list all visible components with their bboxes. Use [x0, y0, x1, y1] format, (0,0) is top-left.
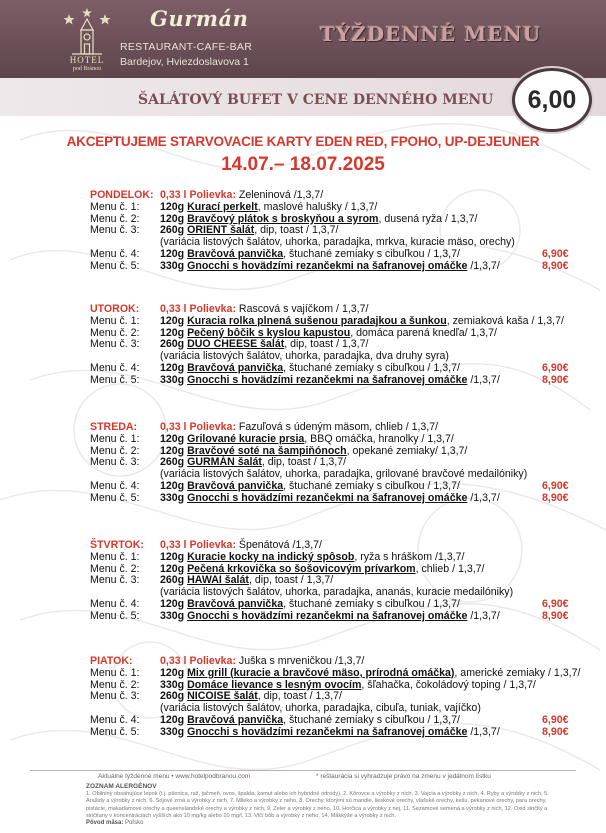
dish-name: Domáce lievance s lesným ovocím — [187, 678, 362, 691]
day-name: STREDA: — [90, 421, 138, 433]
dish-detail: , dip, toast / 1,3,7/ — [254, 224, 339, 237]
portion-size: 260g — [160, 574, 185, 587]
menu-number: Menu č. 4: — [90, 479, 140, 492]
dish-price: 6,90€ — [542, 479, 569, 492]
dish-name: Bravčový plátok s broskyňou a syrom — [187, 212, 379, 225]
menu-number: Menu č. 2: — [90, 562, 140, 575]
dish-detail: /1,3,7/ — [467, 609, 500, 622]
menu-number: Menu č. 5: — [90, 725, 140, 738]
dish-price: 8,90€ — [542, 725, 569, 738]
portion-size: 260g — [160, 690, 185, 703]
dish-name: Gnocchi s hovädzími rezančekmi na šafranovej omáčke — [187, 491, 468, 504]
meat-origin-label: Pôvod mäsa: — [86, 820, 124, 826]
menu-number: Menu č. 1: — [90, 666, 140, 679]
menu-number: Menu č. 4: — [90, 361, 140, 374]
menu-item-text — [160, 611, 500, 623]
menu-number: Menu č. 1: — [90, 314, 140, 327]
dish-name: Kuracie kocky na indický spôsob — [187, 550, 355, 563]
allergens-heading: ZOZNAM ALERGÉNOV — [86, 783, 157, 790]
portion-size: 330g — [160, 259, 185, 272]
dish-name: GURMÁN šalát — [187, 456, 262, 469]
dish-detail: , dusená ryža / 1,3,7/ — [378, 212, 478, 225]
dish-detail: , zemiaková kaša / 1,3,7/ — [446, 314, 564, 327]
dish-price: 6,90€ — [542, 247, 569, 260]
menu-number: Menu č. 4: — [90, 247, 140, 260]
menu-number: Menu č. 3: — [90, 338, 140, 351]
menu-item-row — [90, 611, 590, 623]
dish-price: 6,90€ — [542, 361, 569, 374]
portion-size: 330g — [160, 609, 185, 622]
menu-day — [90, 656, 590, 739]
menu-item-row — [90, 727, 590, 739]
dish-detail: /1,3,7/ — [467, 259, 500, 272]
dish-price: 8,90€ — [542, 609, 569, 622]
menu-item-row — [90, 493, 590, 505]
day-name: PONDELOK: — [90, 189, 154, 201]
portion-size: 330g — [160, 491, 185, 504]
menu-number: Menu č. 1: — [90, 200, 140, 213]
dish-detail: , dip, toast / 1,3,7/ — [261, 456, 347, 469]
soup-name: Zeleninová /1,3,7/ — [238, 189, 324, 201]
menu-number: Menu č. 5: — [90, 259, 140, 272]
dish-price: 8,90€ — [542, 491, 569, 504]
dish-name: Bravčová panvička — [187, 713, 284, 726]
dish-name: Pečená krkovička so šošovicovým prívarkom — [187, 562, 416, 575]
menu-number: Menu č. 4: — [90, 713, 140, 726]
restaurant-type: RESTAURANT-CAFE-BAR — [120, 41, 253, 53]
menu-number: Menu č. 4: — [90, 597, 140, 610]
dish-detail: (variácia listových šalátov, uhorka, paradajka, cibuľa, tuniak, vajíčko) — [160, 702, 481, 715]
meal-card-notice: AKCEPTUJEME STARVOVACIE KARTY EDEN RED, FPOHO, UP-DEJEUNER — [66, 134, 540, 149]
soup-name: Rascová s vajíčkom / 1,3,7/ — [238, 303, 369, 315]
dish-detail: , maslové halušky / 1,3,7/ — [257, 200, 378, 213]
dish-detail: , štuchané zemiaky s cibuľkou / 1,3,7/ — [283, 713, 460, 726]
portion-size: 260g — [160, 224, 185, 237]
menu-number: Menu č. 5: — [90, 491, 140, 504]
dish-name: Gnocchi s hovädzími rezančekmi na šafranovej omáčke — [187, 373, 468, 386]
dish-name: DUO CHEESE šalát — [187, 338, 285, 351]
dish-name: Pečený bôčik s kyslou kapustou — [187, 326, 351, 339]
menu-number: Menu č. 2: — [90, 326, 140, 339]
soup-label: 0,33 l Polievka: — [160, 303, 236, 315]
portion-size: 120g — [160, 432, 185, 445]
dish-price: 8,90€ — [542, 373, 569, 386]
meat-origin — [86, 820, 143, 826]
menu-item-text — [160, 261, 500, 273]
menu-number: Menu č. 1: — [90, 550, 140, 563]
dish-name: Grilované kuracie prsia — [187, 432, 305, 445]
portion-size: 120g — [160, 562, 185, 575]
restaurant-brand: Gurmán — [150, 6, 249, 31]
footer-disclaimer: * reštaurácia si vyhradzuje právo na zmenu v jedálnom lístku — [316, 773, 491, 780]
footer-website: Aktuálne týždenné menu • www.hotelpodbranou.com — [98, 773, 251, 780]
dish-name: NICOISE šalát — [187, 690, 258, 703]
dish-name: Gnocchi s hovädzími rezančekmi na šafranovej omáčke — [187, 259, 468, 272]
menu-date-range: 14.07.– 18.07.2025 — [221, 154, 385, 175]
footer-divider — [30, 770, 576, 771]
day-name: PIATOK: — [90, 655, 133, 667]
dish-detail: , štuchané zemiaky s cibuľkou / 1,3,7/ — [283, 361, 460, 374]
menu-number: Menu č. 3: — [90, 690, 140, 703]
dish-name: Bravčová panvička — [187, 361, 284, 374]
dish-detail: , chlieb / 1,3,7/ — [415, 562, 485, 575]
dish-detail: , štuchané zemiaky s cibuľkou / 1,3,7/ — [283, 597, 460, 610]
portion-size: 330g — [160, 678, 185, 691]
menu-number: Menu č. 2: — [90, 444, 140, 457]
soup-name: Špenátová /1,3,7/ — [238, 539, 322, 551]
dish-price: 6,90€ — [542, 597, 569, 610]
portion-size: 120g — [160, 212, 185, 225]
dish-detail: , americké zemiaky / 1,3,7/ — [454, 666, 581, 679]
menu-number: Menu č. 1: — [90, 432, 140, 445]
meat-origin-value: Poľsko — [125, 820, 144, 826]
dish-detail: (variácia listových šalátov, uhorka, paradajka, ananás, kuracie medailóniky) — [160, 586, 514, 599]
soup-name: Fazuľová s údeným mäsom, chlieb / 1,3,7/ — [238, 421, 439, 433]
menu-item-text — [160, 375, 500, 387]
portion-size: 120g — [160, 713, 185, 726]
portion-size: 260g — [160, 338, 185, 351]
dish-detail: , šľahačka, čokoládový toping / 1,3,7/ — [361, 678, 536, 691]
portion-size: 120g — [160, 326, 185, 339]
dish-detail: , dip, toast / 1,3,7/ — [248, 574, 334, 587]
dish-price: 8,90€ — [542, 259, 569, 272]
portion-size: 120g — [160, 314, 185, 327]
portion-size: 260g — [160, 456, 185, 469]
menu-day — [90, 304, 590, 387]
menu-number: Menu č. 2: — [90, 678, 140, 691]
day-name: ŠTVRTOK: — [90, 539, 144, 551]
menu-number: Menu č. 3: — [90, 456, 140, 469]
dish-detail: , dip, toast / 1,3,7/ — [257, 690, 342, 703]
portion-size: 120g — [160, 247, 185, 260]
dish-price: 6,90€ — [542, 713, 569, 726]
menu-item-text — [160, 727, 500, 739]
hotel-word: HOTEL — [69, 55, 105, 65]
menu-day — [90, 190, 590, 273]
dish-detail: , ryža s hráškom /1,3,7/ — [354, 550, 465, 563]
menu-number: Menu č. 2: — [90, 212, 140, 225]
portion-size: 120g — [160, 479, 185, 492]
portion-size: 120g — [160, 444, 185, 457]
footer — [0, 770, 606, 833]
dish-detail: /1,3,7/ — [467, 373, 500, 386]
portion-size: 120g — [160, 361, 185, 374]
menu-item-row — [90, 375, 590, 387]
dish-detail: , domáca parená knedľa/ 1,3,7/ — [350, 326, 497, 339]
soup-name: Juška s mrveničkou /1,3,7/ — [238, 655, 365, 667]
soup-label: 0,33 l Polievka: — [160, 189, 236, 201]
dish-name: ORIENT šalát — [187, 224, 255, 237]
dish-name: HAWAI šalát — [187, 574, 249, 587]
dish-name: Kuracia rolka plnená sušenou paradajkou a šunkou — [187, 314, 447, 327]
soup-label: 0,33 l Polievka: — [160, 655, 236, 667]
portion-size: 120g — [160, 550, 185, 563]
menu-day — [90, 540, 590, 623]
dish-name: Bravčová panvička — [187, 597, 284, 610]
dish-detail: (variácia listových šalátov, uhorka, paradajka, mrkva, kuracie mäso, orechy) — [160, 236, 515, 249]
soup-label: 0,33 l Polievka: — [160, 421, 236, 433]
dish-detail: , BBQ omáčka, hranolky / 1,3,7/ — [304, 432, 454, 445]
dish-detail: /1,3,7/ — [467, 491, 500, 504]
dish-detail: , opekané zemiaky/ 1,3,7/ — [346, 444, 468, 457]
hotel-subtitle: pod Bránou — [72, 66, 102, 72]
menu-number: Menu č. 5: — [90, 609, 140, 622]
menu-price-badge: 6,00 — [512, 68, 592, 132]
dish-detail: /1,3,7/ — [467, 725, 500, 738]
portion-size: 120g — [160, 200, 185, 213]
menu-day — [90, 422, 590, 505]
salad-buffet-heading: ŠALÁTOVÝ BUFET V CENE DENNÉHO MENU — [138, 92, 494, 108]
dish-name: Bravčové soté na šampiňónoch — [187, 444, 347, 457]
portion-size: 120g — [160, 597, 185, 610]
dish-name: Mix grill (kuracie a bravčové mäso, prírodná omáčka) — [187, 666, 455, 679]
portion-size: 120g — [160, 666, 185, 679]
menu-number: Menu č. 3: — [90, 574, 140, 587]
portion-size: 330g — [160, 725, 185, 738]
dish-name: Bravčová panvička — [187, 247, 284, 260]
allergens-list: 1. Obilniny obsahujúce lepok (t.j. pšenica, raž, jačmeň, ovos, špalda, kamut alebo ich hybridné odrody), 2. Kôrovce a výrobky z nich, 3. Vajcia a výrobky z nich, 4. Ryby a výrobky z nich, 5. Arašidy a výrobky z nich, 6. Sójové zrná a výrobky z nich, 7. Mlieko a výrobky z neho, 8. Orechy, ktorými sú mandle, lieskové orechy, vlašské orechy, kešu, pekanové orechy, para orechy, pistácie, makadamové orechy a queenslandské orechy a výrobky z nich, 9. Zeler a výrobky z neho, 10. Horčica a výrobky z nej, 11. Sezamové semená a výrobky z nich, 12. Oxid siričitý a siričitany v koncentráciách vyšších ako 10 mg/kg alebo 10 mg/l, 13. Vlčí bôb a výrobky z neho, 14. Mäkkýše a výrobky z nich. — [86, 791, 549, 820]
restaurant-address: Bardejov, Hviezdoslavova 1 — [120, 56, 249, 68]
portion-size: 330g — [160, 373, 185, 386]
weekly-menu-title: TÝŽDENNÉ MENU — [320, 22, 542, 46]
dish-name: Gnocchi s hovädzími rezančekmi na šafranovej omáčke — [187, 609, 468, 622]
dish-name: Kurací perkelt — [187, 200, 258, 213]
dish-detail: (variácia listových šalátov, uhorka, paradajka, dva druhy syra) — [160, 350, 449, 363]
menu-item-text — [160, 493, 500, 505]
day-name: UTOROK: — [90, 303, 140, 315]
dish-detail: (variácia listových šalátov, uhorka, paradajka, grilované bravčové medailóniky) — [160, 468, 528, 481]
soup-label: 0,33 l Polievka: — [160, 539, 236, 551]
dish-detail: , dip, toast / 1,3,7/ — [284, 338, 369, 351]
dish-detail: , štuchané zemiaky s cibuľkou / 1,3,7/ — [283, 479, 460, 492]
menu-item-row — [90, 261, 590, 273]
menu-number: Menu č. 3: — [90, 224, 140, 237]
dish-detail: , štuchané zemiaky s cibuľkou / 1,3,7/ — [283, 247, 460, 260]
dish-name: Gnocchi s hovädzími rezančekmi na šafranovej omáčke — [187, 725, 468, 738]
menu-number: Menu č. 5: — [90, 373, 140, 386]
dish-name: Bravčová panvička — [187, 479, 284, 492]
